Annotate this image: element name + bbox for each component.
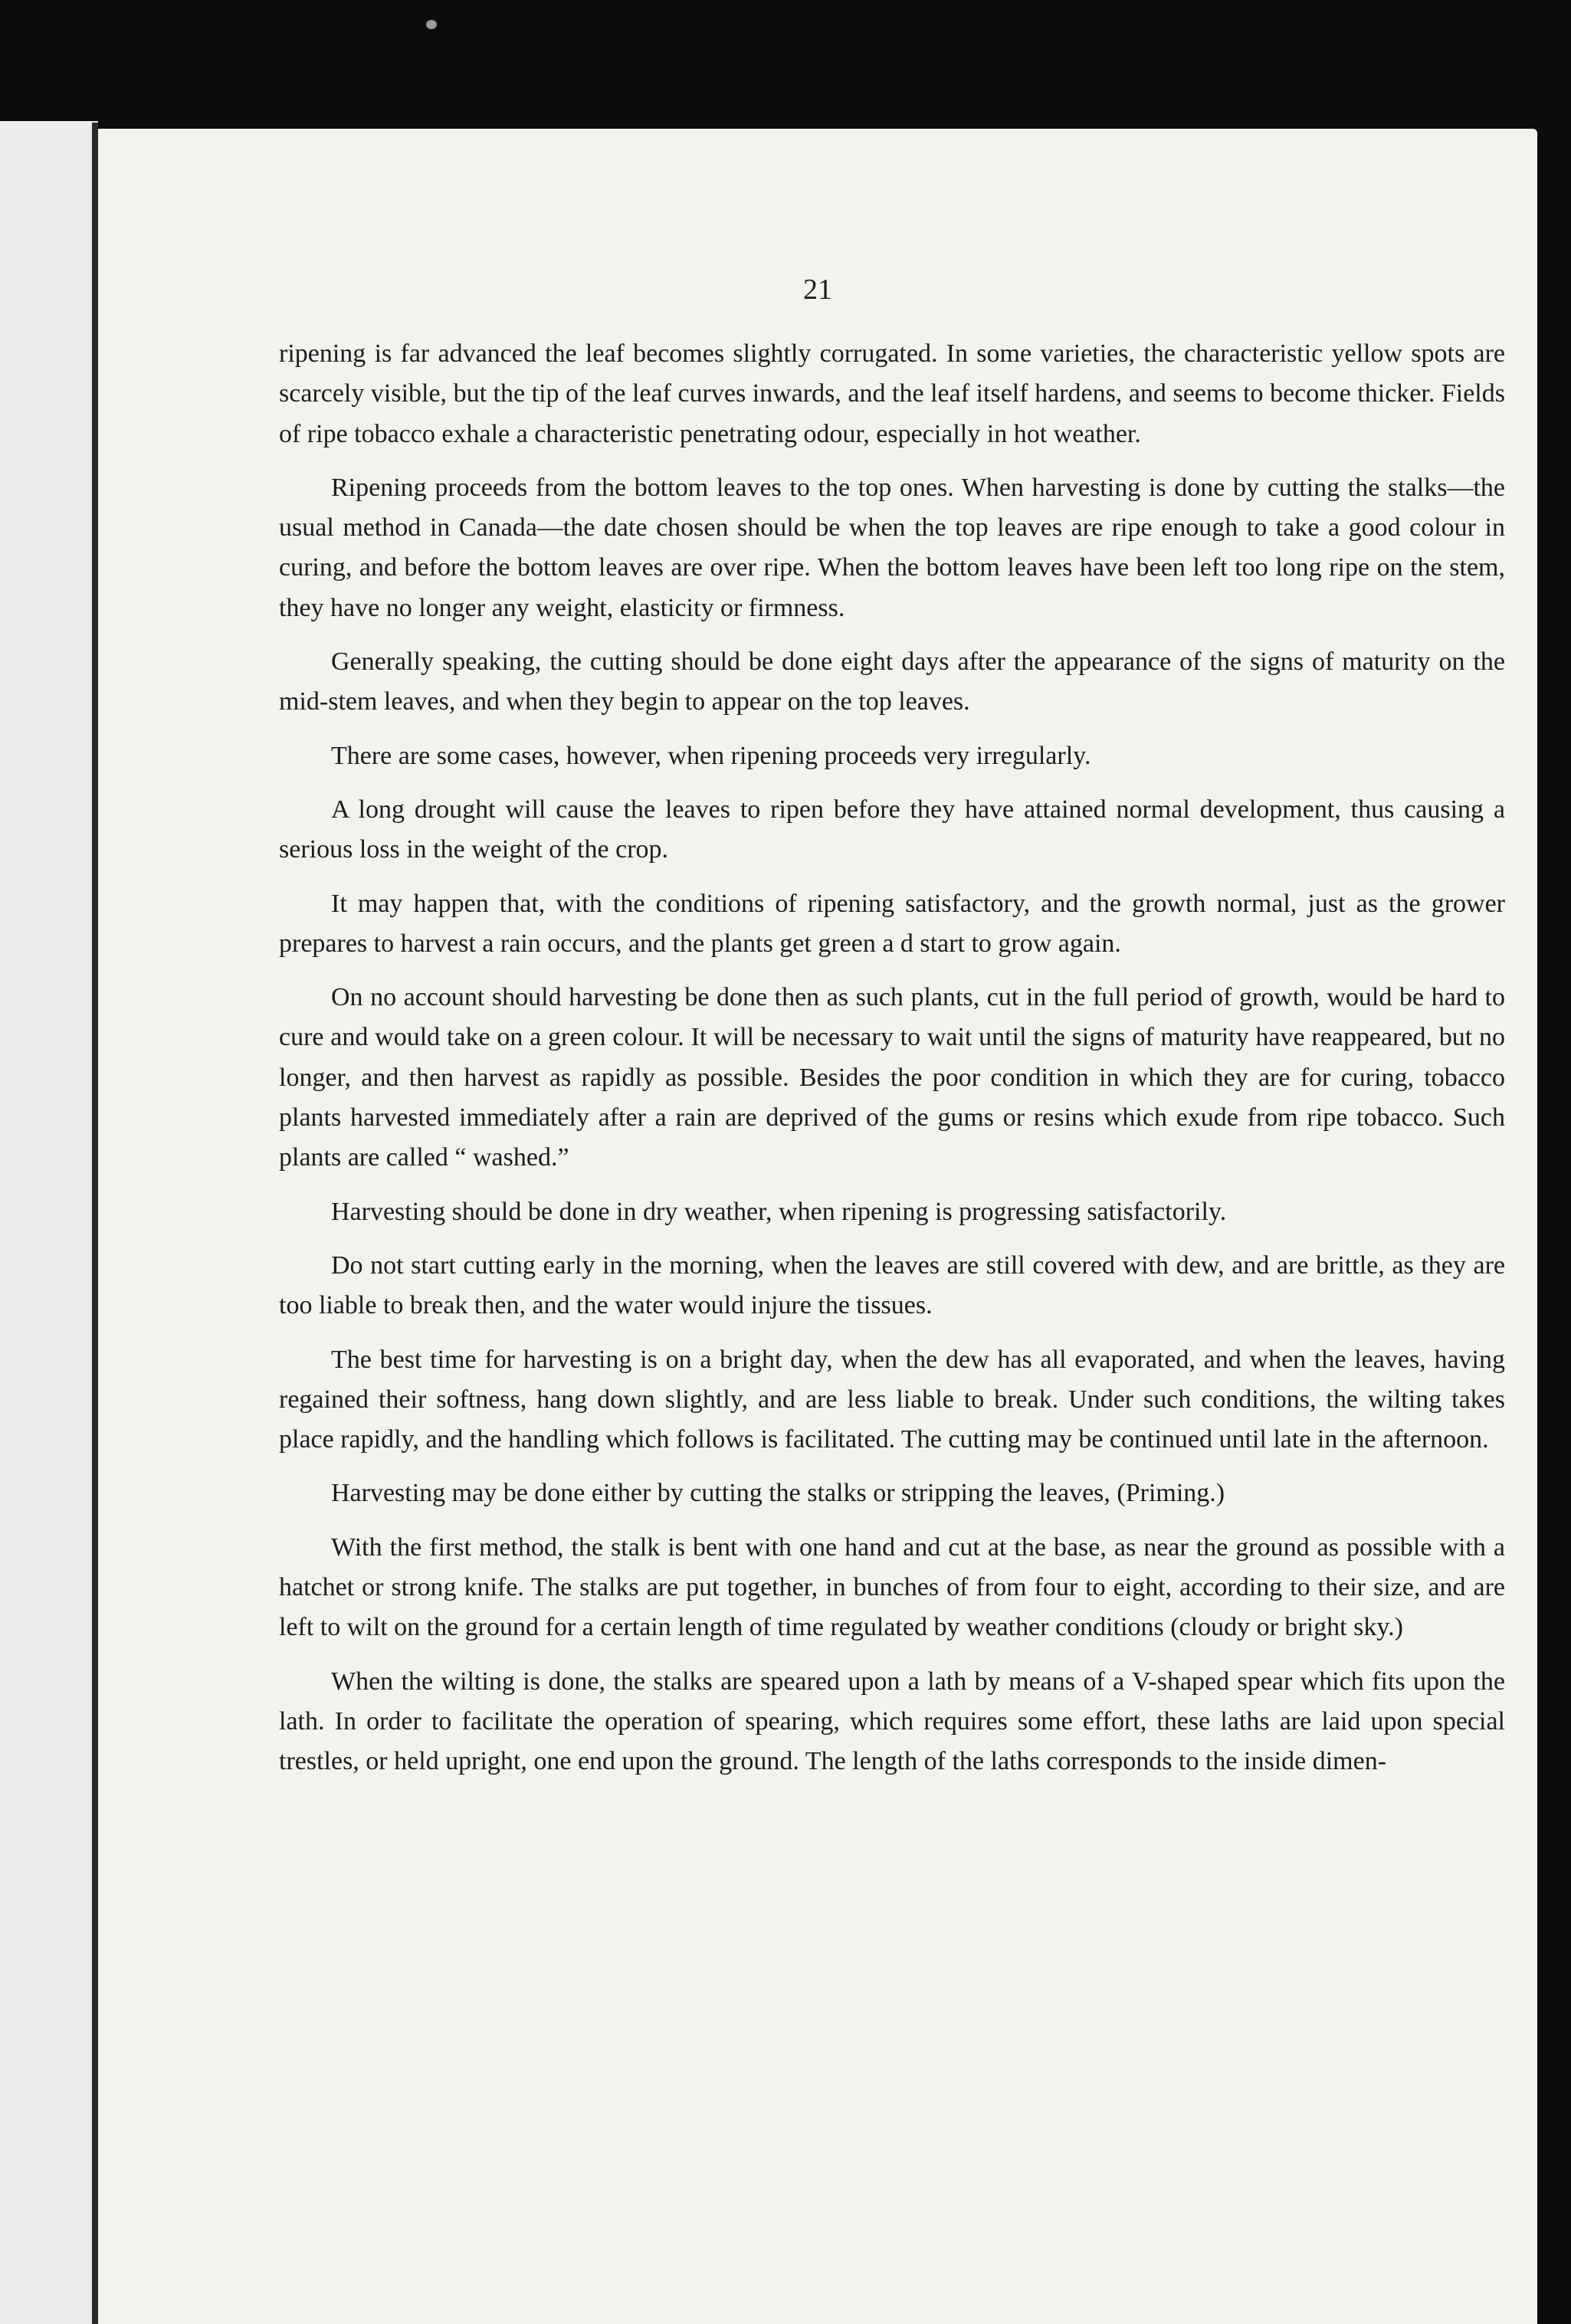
left-page-edge <box>0 121 98 2324</box>
paragraph: Do not start cutting early in the morning, when the leaves are still covered with dew, and are brittle, as they are too liable to break then, and the water would injure the tissues. <box>279 1251 1505 1320</box>
page-number: 21 <box>803 274 832 306</box>
paragraph: Harvesting may be done either by cutting the stalks or stripping the leaves, (Priming.) <box>331 1479 1225 1508</box>
paragraph: Generally speaking, the cutting should be done eight days after the appearance of the signs of maturity on the mid-stem leaves, and when they begin to appear on the top leaves. <box>279 647 1505 716</box>
paragraph: Ripening proceeds from the bottom leaves to the top ones. When harvesting is done by cutting the stalks—the usual method in Canada—the date chosen should be when the top leaves are ripe enough to take a good colour in curing, and before the bottom leaves are over ripe. When the bottom leaves have been left too long ripe on the stem, they have no longer any weight, elasticity or firmness. <box>279 473 1505 622</box>
paragraph: It may happen that, with the conditions of ripening satisfactory, and the growth normal, just as the grower prepares to harvest a rain occurs, and the plants get green a d start to grow again. <box>279 889 1505 958</box>
left-page-binding-line <box>92 123 98 2324</box>
scan-speck <box>426 20 437 29</box>
body-text <box>279 334 1505 1796</box>
paragraph: The best time for harvesting is on a bright day, when the dew has all evaporated, and when the leaves, having regained their softness, hang down slightly, and are less liable to break. Under such conditions, the wilting takes place rapidly, and the handling which follows is facilitated. The cutting may be continued until late in the afternoon. <box>279 1345 1505 1454</box>
paragraph: ripening is far advanced the leaf becomes slightly corrugated. In some varieties, the characteristic yellow spots are scarcely visible, but the tip of the leaf curves inwards, and the leaf itself hardens, and seems to become thicker. Fields of ripe tobacco exhale a characteristic penetrating odour, especially in hot weather. <box>279 339 1505 448</box>
document-page <box>98 129 1537 2324</box>
paragraph: With the first method, the stalk is bent with one hand and cut at the base, as near the ground as possible with a hatchet or strong knife. The stalks are put together, in bunches of from four to eight, according to their size, and are left to wilt on the ground for a certain length of time regulated by weather conditions (cloudy or bright sky.) <box>279 1532 1505 1642</box>
paragraph: On no account should harvesting be done then as such plants, cut in the full period of growth, would be hard to cure and would take on a green colour. It will be necessary to wait until the signs of maturity have reappeared, but no longer, and then harvest as rapidly as possible. Besides the poor condition in which they are for curing, tobacco plants harvested immediately after a rain are deprived of the gums or resins which exude from ripe tobacco. Such plants are called “ washed.” <box>279 983 1505 1172</box>
paragraph: When the wilting is done, the stalks are speared upon a lath by means of a V-shaped spear which fits upon the lath. In order to facilitate the operation of spearing, which requires some effort, these laths are laid upon special trestles, or held upright, one end upon the ground. The length of the laths corresponds to the inside dimen- <box>279 1667 1505 1776</box>
paragraph: There are some cases, however, when ripening proceeds very irregularly. <box>331 741 1091 770</box>
paragraph: Harvesting should be done in dry weather, when ripening is progressing satisfactorily. <box>331 1197 1227 1226</box>
paragraph: A long drought will cause the leaves to ripen before they have attained normal development, thus causing a serious loss in the weight of the crop. <box>279 795 1505 864</box>
